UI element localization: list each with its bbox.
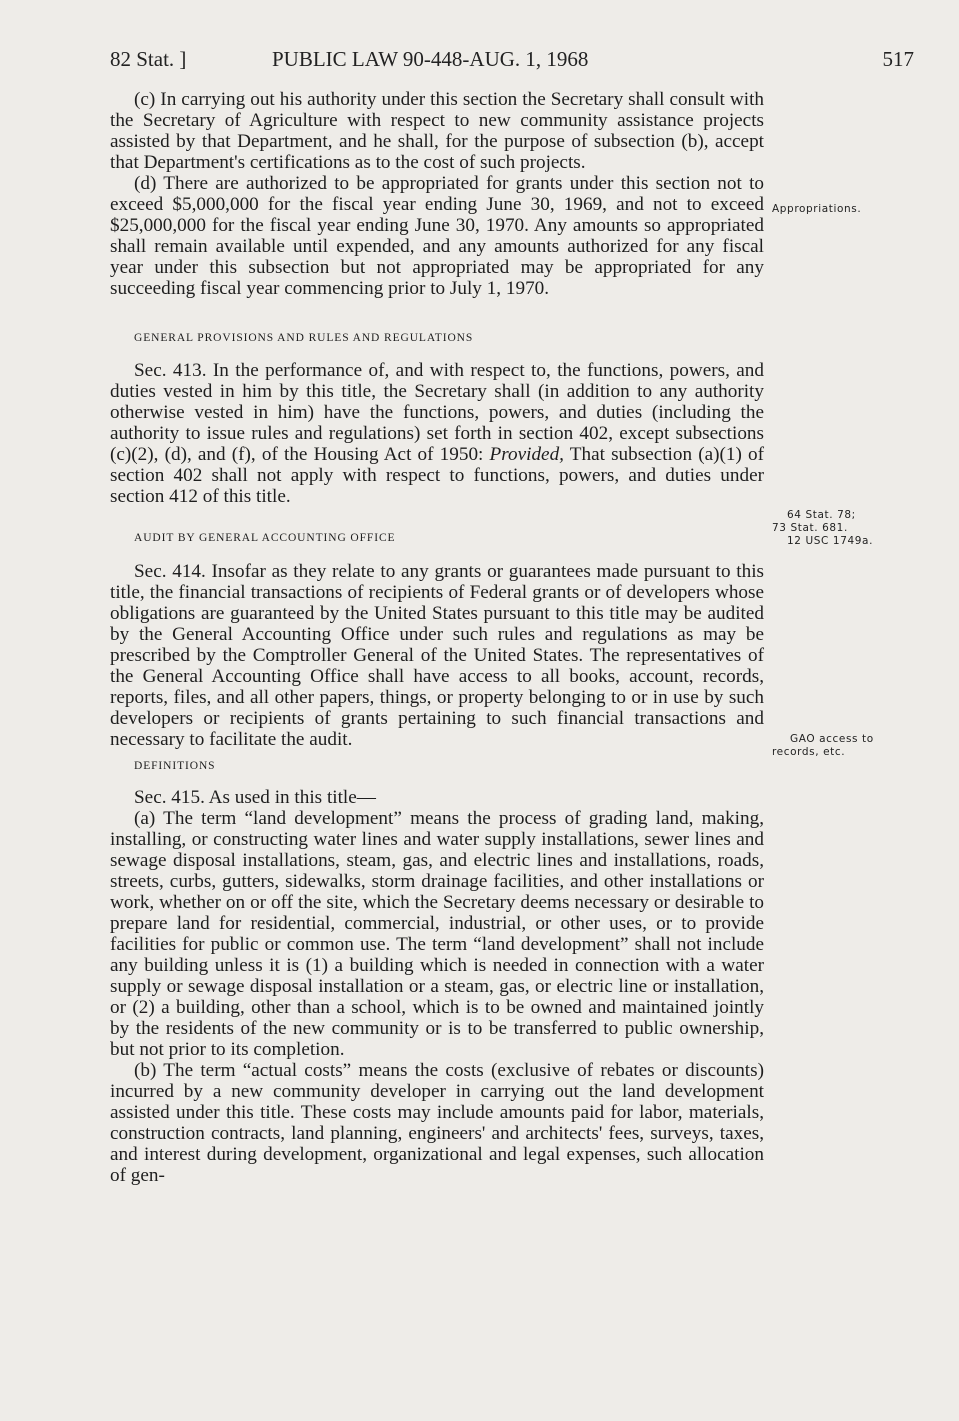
header-law-title: PUBLIC LAW 90-448-AUG. 1, 1968 [272, 47, 589, 71]
header-statute-volume: 82 Stat. ] [110, 47, 187, 71]
citation-line-3: 12 USC 1749a. [787, 535, 874, 547]
section-413 [110, 360, 764, 507]
citation-line-1: 64 Stat. 78; [787, 509, 856, 521]
section-413-text-1: Sec. 413. In the performance of, and with respect to, the functions, powers, and duties vested in him by this title, the Secretary shall (in addition to any authority otherwise vested in him) have the functions, powers, and duties (including the authority to issue rules and regulations) set forth in section 402, except subsections (c)(2), (d), and (f), of the Housing Act of 1950: [110, 360, 764, 465]
margin-note-appropriations [772, 203, 922, 216]
citation-line-2: 73 Stat. 681. [772, 522, 848, 534]
gao-line-2: records, etc. [772, 746, 846, 758]
section-413-text-2: That subsection (a)(1) of section 402 shall not apply with respect to functions, powers, and duties under section 412 of this title. [110, 444, 765, 507]
margin-note-appropriations-text: Appropriations. [772, 203, 862, 215]
header-page-number: 517 [882, 47, 914, 71]
section-415-a: (a) The term “land development” means the process of grading land, making, installing, or constructing water lines and water supply installations, sewer lines and sewage disposal installations, steam, gas, and electric lines and installations, roads, streets, curbs, gutters, sidewalks, storm drainage facilities, and other installations or work, whether on or off the site, which the Secretary deems necessary or desirable to prepare land for residential, commercial, industrial, or other uses, or to provide facilities for public or common use. The term “land development” shall not include any building unless it is (1) a building which is needed in connection with a water supply or sewage disposal installation or a steam, gas, or electric line or installation, or (2) a building, other than a school, which is to be owned and maintained jointly by the residents of the new community or is to be transferred to public ownership, but not prior to its completion. [110, 808, 764, 1060]
paragraph-c: (c) In carrying out his authority under this section the Secretary shall consult with the Secretary of Agriculture with respect to new community assistance projects assisted by that Department, and he shall, for the purpose of subsection (b), accept that Department's certifications as to the cost of such projects. [110, 89, 764, 173]
paragraph-d: (d) There are authorized to be appropriated for grants under this section not to exceed $5,000,000 for the fiscal year ending June 30, 1969, and not to exceed $25,000,000 for the fiscal year ending June 30, 1970. Any amounts so appropriated shall remain available until expended, and any amounts authorized for any fiscal year under this subsection but not appropriated may be appropriated for any succeeding fiscal year commencing prior to July 1, 1970. [110, 173, 764, 299]
section-415-b: (b) The term “actual costs” means the costs (exclusive of rebates or discounts) incurred by a new community developer in carrying out the land development assisted under this title. These costs may include amounts paid for labor, materials, construction contracts, land planning, engineers' and architects' fees, surveys, taxes, and interest during development, organizational and legal expenses, such allocation of gen- [110, 1060, 764, 1186]
section-heading-413: GENERAL PROVISIONS AND RULES AND REGULATIONS [134, 332, 474, 344]
gao-line-1: GAO access to [790, 733, 874, 745]
section-415-intro: Sec. 415. As used in this title— [134, 787, 376, 808]
section-413-provided: Provided, [489, 444, 564, 465]
section-414: Sec. 414. Insofar as they relate to any grants or guarantees made pursuant to this title, the financial transactions of recipients of Federal grants or of developers whose obligations are guaranteed by the United States pursuant to this title may be audited by the General Accounting Office under such rules and regulations as may be prescribed by the Comptroller General of the United States. The representatives of the General Accounting Office shall have access to all books, account, records, reports, files, and all other papers, things, or property belonging to or in use by such developers or recipients of grants pertaining to such financial transactions and necessary to facilitate the audit. [110, 561, 764, 750]
body-text [110, 89, 764, 1186]
section-heading-414: AUDIT BY GENERAL ACCOUNTING OFFICE [134, 532, 396, 544]
section-heading-415: DEFINITIONS [134, 760, 216, 772]
margin-note-gao [772, 733, 922, 759]
running-header [110, 47, 914, 77]
margin-note-citations [772, 509, 922, 548]
